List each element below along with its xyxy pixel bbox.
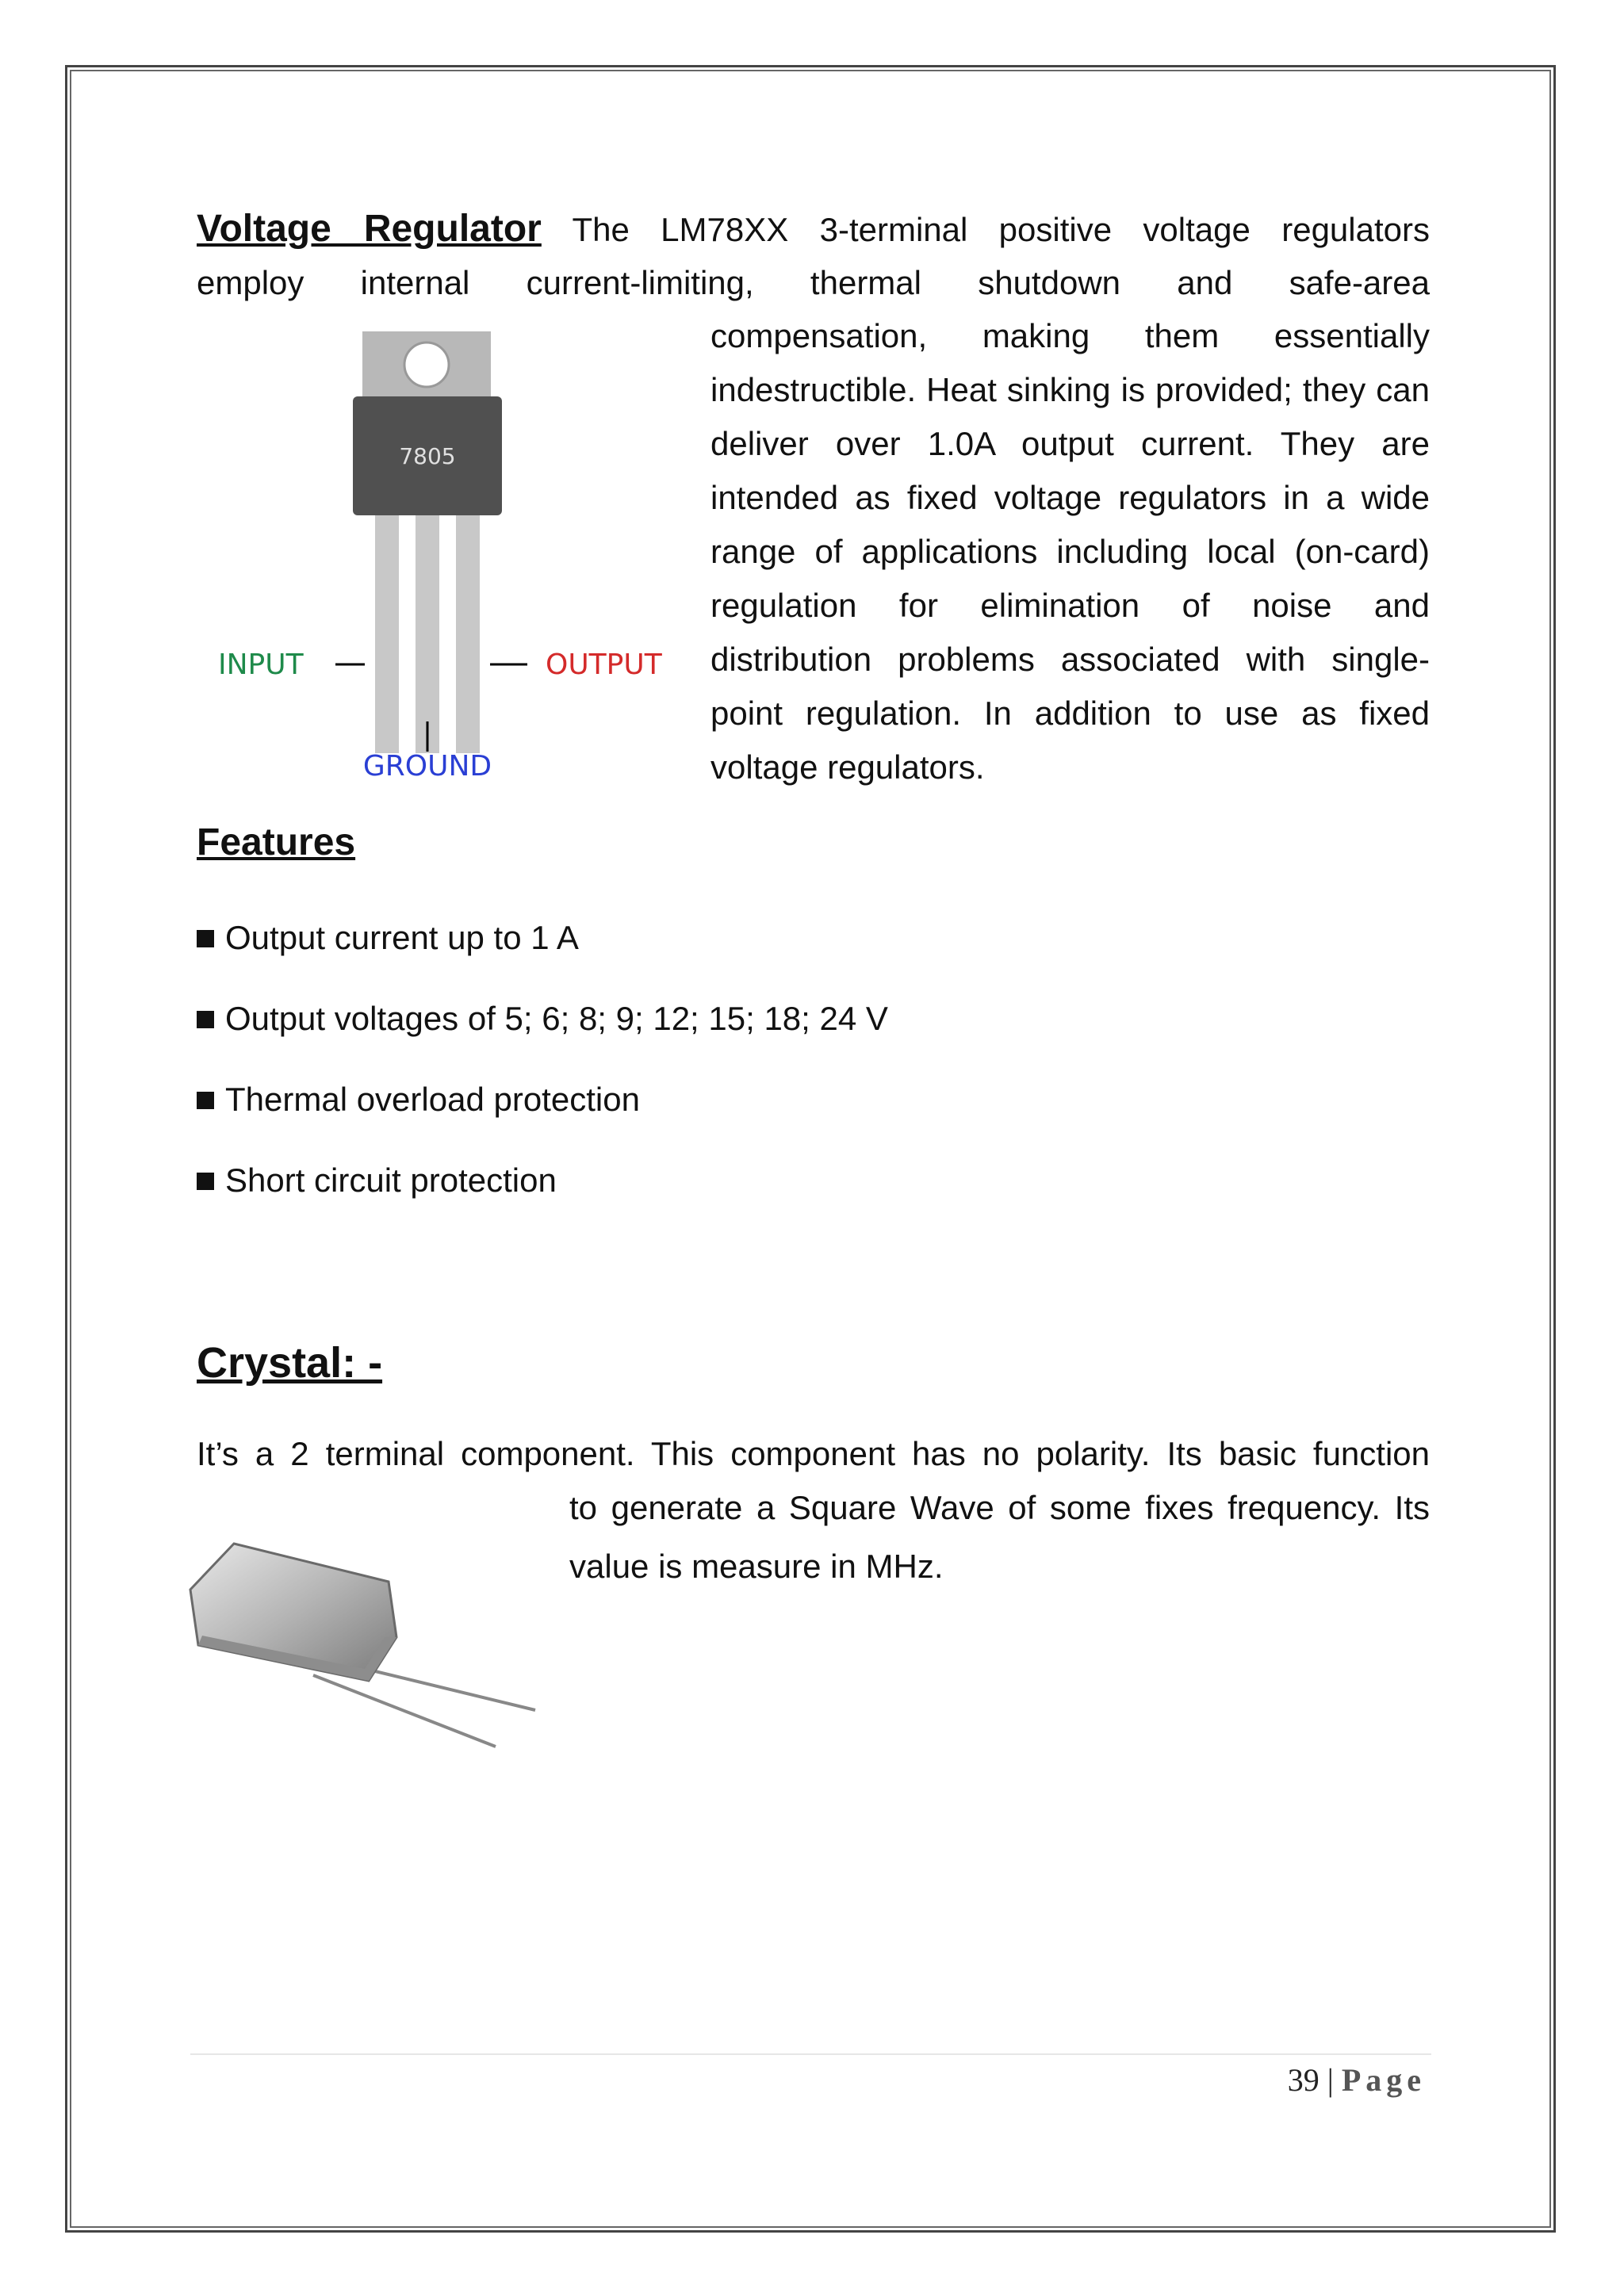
page-number: 39 bbox=[1287, 2062, 1320, 2098]
pin-output bbox=[456, 515, 480, 753]
voltage-regulator-line2: employ internal current-limiting, thermal shutdown and safe-area bbox=[197, 264, 1430, 301]
features-heading: Features bbox=[197, 821, 356, 863]
pin-input bbox=[375, 515, 399, 753]
feature-item: Output current up to 1 A bbox=[197, 914, 579, 962]
bullet-square-icon bbox=[197, 1173, 214, 1190]
crystal-line2: to generate a Square Wave of some fixes frequency. Its bbox=[569, 1489, 1430, 1526]
feature-item: Output voltages of 5; 6; 8; 9; 12; 15; 18; 24 V bbox=[197, 995, 888, 1043]
bullet-square-icon bbox=[197, 1011, 214, 1028]
crystal-lead bbox=[313, 1675, 496, 1747]
input-label: INPUT bbox=[218, 649, 304, 681]
crystal-heading: Crystal: - bbox=[197, 1339, 383, 1387]
voltage-regulator-paragraph: compensation, making them essentially indestructible. Heat sinking is provided; they can deliver over 1.0A output current. They are intended as fixed voltage regulators in a wide range of applications including local (on-card) regulation for elimination of noise and distribution problems associated with single-point regulation. In addition to use as fixed voltage regulators. bbox=[710, 317, 1430, 786]
bullet-square-icon bbox=[197, 1092, 214, 1109]
voltage-regulator-intro: The LM78XX 3-terminal positive voltage regulators bbox=[572, 211, 1430, 248]
voltage-regulator-image bbox=[206, 317, 682, 793]
pin-ground bbox=[416, 515, 439, 753]
page-label: Page bbox=[1341, 2062, 1426, 2098]
crystal-line3: value is measure in MHz. bbox=[569, 1548, 944, 1585]
page-separator: | bbox=[1327, 2062, 1334, 2098]
crystal-image bbox=[186, 1534, 543, 1764]
crystal-line1: It’s a 2 terminal component. This component has no polarity. Its basic function bbox=[197, 1435, 1430, 1472]
voltage-regulator-line1 bbox=[197, 202, 1430, 257]
crystal-lead bbox=[349, 1665, 535, 1710]
feature-item: Thermal overload protection bbox=[197, 1076, 640, 1123]
page-footer bbox=[1288, 2061, 1426, 2099]
features-heading-wrap bbox=[197, 821, 1430, 864]
chip-label: 7805 bbox=[399, 443, 456, 469]
crystal-heading-wrap bbox=[197, 1338, 1430, 1387]
voltage-regulator-heading: Voltage Regulator bbox=[197, 208, 542, 250]
footer-divider bbox=[190, 2053, 1431, 2055]
mounting-hole bbox=[404, 342, 449, 387]
bullet-square-icon bbox=[197, 930, 214, 947]
ground-label: GROUND bbox=[362, 750, 492, 783]
feature-item: Short circuit protection bbox=[197, 1157, 557, 1204]
output-label: OUTPUT bbox=[546, 649, 662, 681]
